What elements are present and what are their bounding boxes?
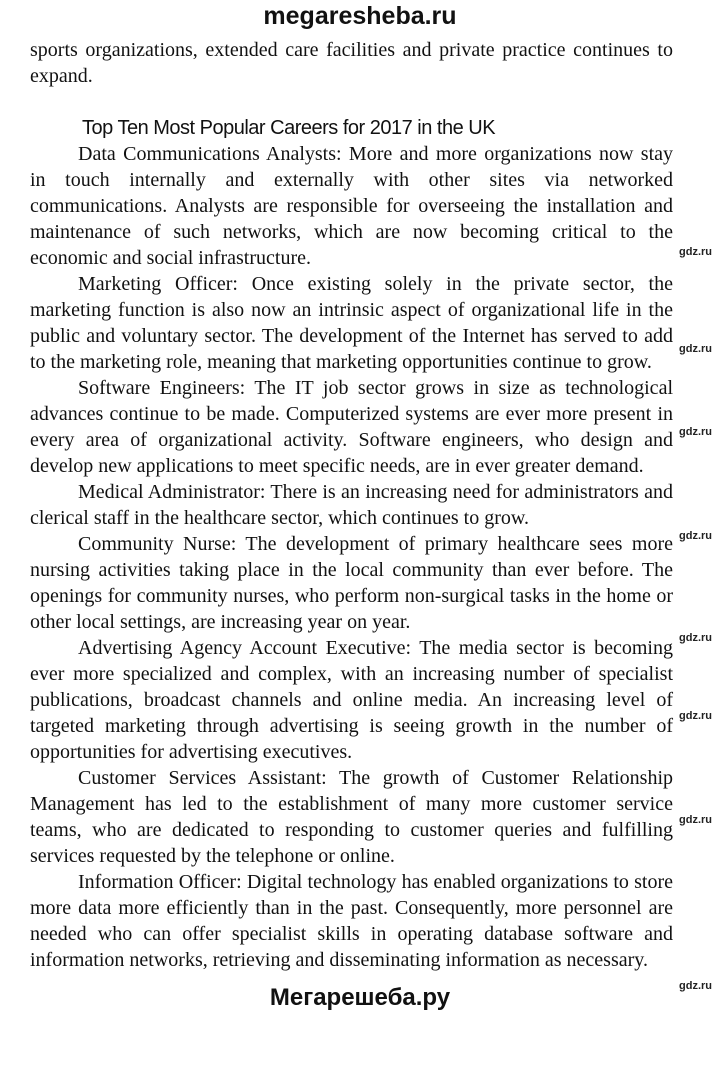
intro-paragraph: sports organizations, extended care facilities and private practice continues to expand. xyxy=(30,39,673,87)
paragraph: Customer Services Assistant: The growth of Customer Relationship Management has led to the establishment of many more customer service teams, who are dedicated to responding to customer queries and fulfilling services requested by the telephone or online. xyxy=(30,767,673,867)
document-body xyxy=(30,37,673,973)
paragraph: Information Officer: Digital technology has enabled organizations to store more data more efficiently than in the past. Consequently, more personnel are needed who can offer specialist skills in operating database software and information networks, retrieving and disseminating information as necessary. xyxy=(30,871,673,971)
paragraph: Data Communications Analysts: More and more organizations now stay in touch internally and externally with other sites via networked communications. Analysts are responsible for overseeing the installation and maintenance of such networks, which are now becoming critical to the economic and social infrastructure. xyxy=(30,143,673,269)
watermark: gdz.ru xyxy=(679,814,712,826)
paragraph: Advertising Agency Account Executive: The media sector is becoming ever more specialized and complex, with an increasing number of specialist publications, broadcast channels and online media. An increasing level of targeted marketing through advertising is seeing growth in the number of opportunities for advertising executives. xyxy=(30,637,673,763)
watermark: gdz.ru xyxy=(679,343,712,355)
watermark: gdz.ru xyxy=(679,246,712,258)
site-footer: Мегарешеба.ру xyxy=(269,984,451,1011)
paragraph: Community Nurse: The development of primary healthcare sees more nursing activities taking place in the local community than ever before. The openings for community nurses, who perform non-surgical tasks in the home or other local settings, are increasing year on year. xyxy=(30,533,673,633)
paragraph: Marketing Officer: Once existing solely in the private sector, the marketing function is also now an intrinsic aspect of organizational life in the public and voluntary sector. The development of the Internet has served to add to the marketing role, meaning that marketing opportunities continue to grow. xyxy=(30,273,673,373)
paragraph: Medical Administrator: There is an increasing need for administrators and clerical staff in the healthcare sector, which continues to grow. xyxy=(30,481,673,529)
watermark: gdz.ru xyxy=(679,632,712,644)
watermark: gdz.ru xyxy=(679,710,712,722)
watermark: gdz.ru xyxy=(679,980,712,992)
watermark: gdz.ru xyxy=(679,530,712,542)
watermark: gdz.ru xyxy=(679,426,712,438)
section-title: Top Ten Most Popular Careers for 2017 in the UK xyxy=(82,117,496,139)
paragraph: Software Engineers: The IT job sector grows in size as technological advances continue to be made. Computerized systems are ever more present in every area of organizational activity. Software engineers, who design and develop new applications to meet specific needs, are in ever greater demand. xyxy=(30,377,673,477)
site-header: megaresheba.ru xyxy=(263,2,457,30)
